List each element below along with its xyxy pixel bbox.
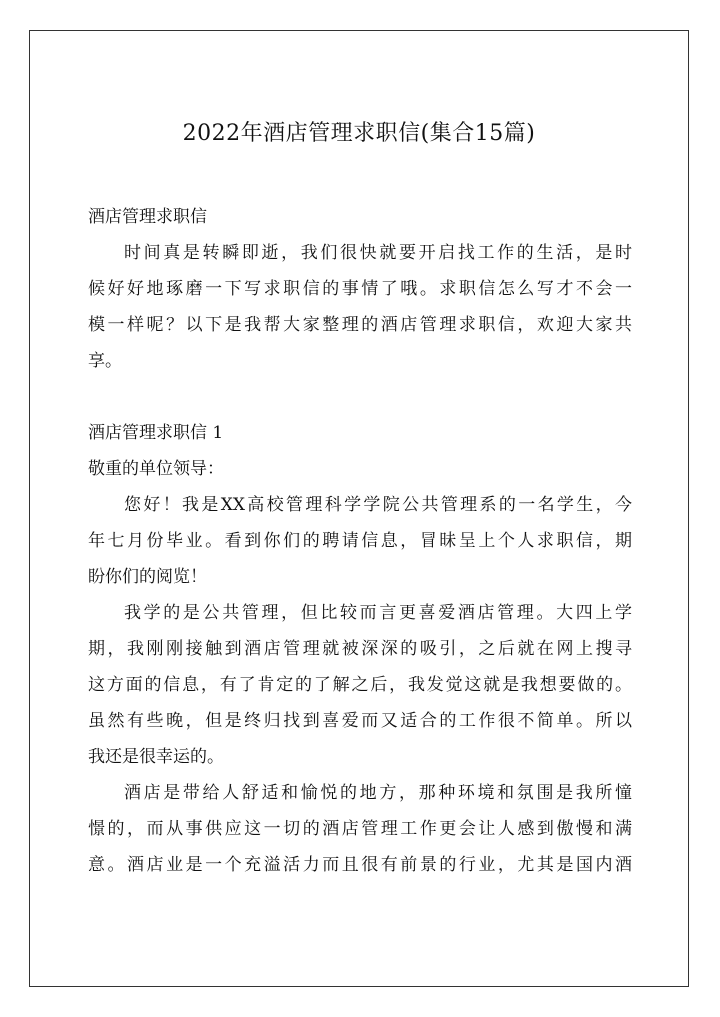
paragraph-line: 您好！我是XX高校管理科学学院公共管理系的一名学生，今 [124,495,632,515]
blank-line [88,379,632,415]
intro-paragraph [88,235,632,379]
letter-paragraph-3 [88,775,632,883]
document-title: 2022年酒店管理求职信(集合15篇) [182,121,536,146]
paragraph-line: 我还是很幸运的。 [88,747,224,767]
paragraph-line: 期，我刚刚接触到酒店管理就被深深的吸引，之后就在网上搜寻 [88,639,632,659]
intro-heading: 酒店管理求职信 [88,207,207,227]
paragraph-line: 我学的是公共管理，但比较而言更喜爱酒店管理。大四上学 [124,603,632,623]
letter-paragraph-2 [88,595,632,775]
letter-salutation: 敬重的单位领导： [88,459,224,479]
paragraph-line: 模一样呢？以下是我帮大家整理的酒店管理求职信，欢迎大家共 [88,315,632,335]
paragraph-line: 酒店是带给人舒适和愉悦的地方，那种环境和氛围是我所憧 [124,783,632,803]
paragraph-line: 憬的，而从事供应这一切的酒店管理工作更会让人感到傲慢和满 [88,819,632,839]
paragraph-line: 盼你们的阅览！ [88,567,207,587]
paragraph-line: 年七月份毕业。看到你们的聘请信息，冒昧呈上个人求职信，期 [88,531,632,551]
letter-heading: 酒店管理求职信 1 [88,423,224,443]
document-page [29,30,689,987]
paragraph-line: 这方面的信息，有了肯定的了解之后，我发觉这就是我想要做的。 [88,675,632,695]
paragraph-line: 候好好地琢磨一下写求职信的事情了哦。求职信怎么写才不会一 [88,279,632,299]
paragraph-line: 虽然有些晚，但是终归找到喜爱而又适合的工作很不简单。所以 [88,711,632,731]
paragraph-line: 时间真是转瞬即逝，我们很快就要开启找工作的生活，是时 [124,243,632,263]
letter-paragraph-1 [88,487,632,595]
document-body [88,199,632,883]
paragraph-line: 享。 [88,351,122,371]
paragraph-line: 意。酒店业是一个充溢活力而且很有前景的行业，尤其是国内酒 [88,855,632,875]
